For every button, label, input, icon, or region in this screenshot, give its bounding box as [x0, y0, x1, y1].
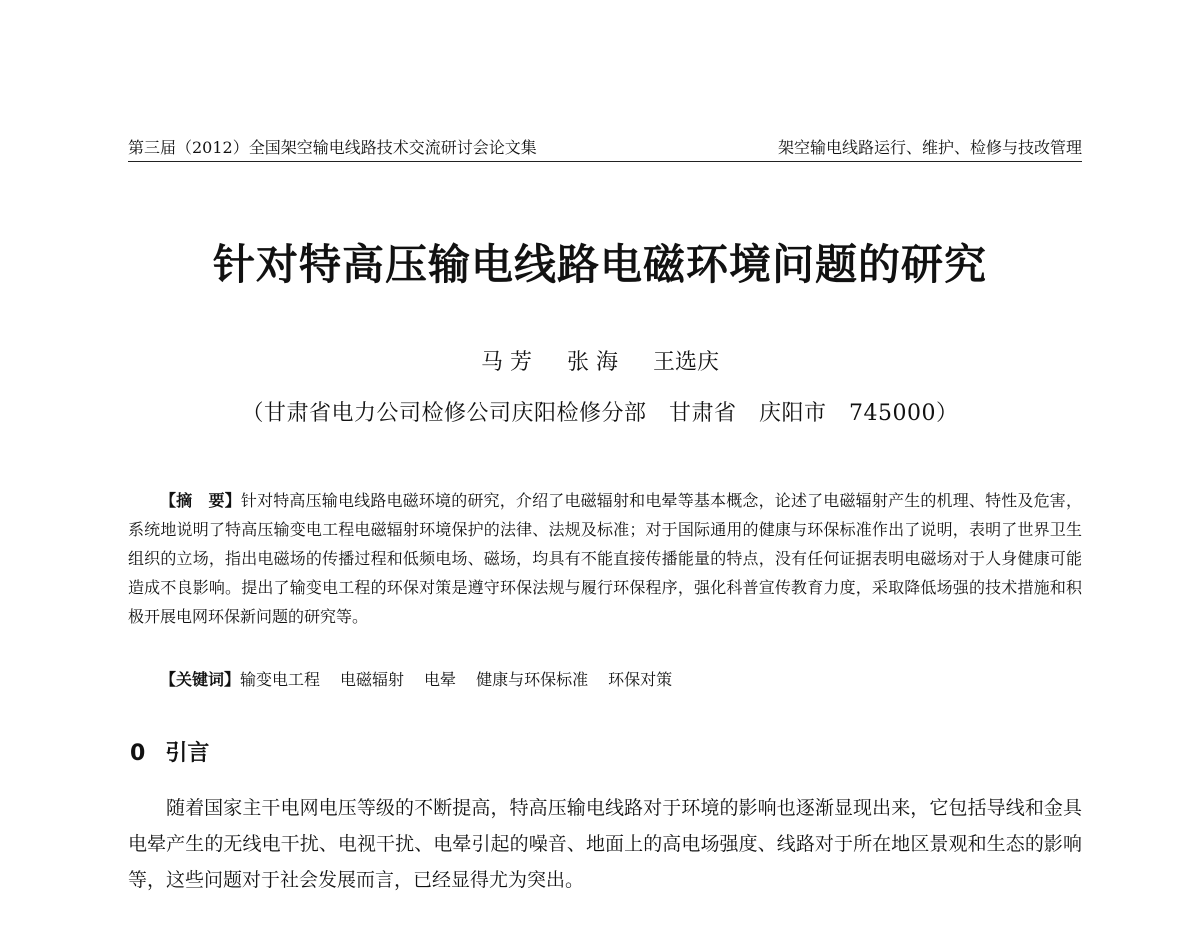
- running-header-left: 第三届（2012）全国架空输电线路技术交流研讨会论文集: [128, 138, 537, 157]
- abstract: [128, 486, 1082, 631]
- authors: [0, 345, 1200, 376]
- keyword-4: 健康与环保标准: [476, 670, 589, 689]
- section-number: 0: [130, 741, 146, 766]
- keywords-label: 【关键词】: [160, 670, 241, 689]
- running-header-right: 架空输电线路运行、维护、检修与技改管理: [777, 138, 1082, 157]
- author-1: 马 芳: [480, 350, 532, 375]
- author-2: 张 海: [566, 350, 618, 375]
- abstract-text: 针对特高压输电线路电磁环境的研究，介绍了电磁辐射和电晕等基本概念，论述了电磁辐射产生的机理、特性及危害，系统地说明了特高压输变电工程电磁辐射环境保护的法律、法规及标准；对于国际通用的健康与环保标准作出了说明，表明了世界卫生组织的立场，指出电磁场的传播过程和低频电场、磁场，均具有不能直接传播能量的特点，没有任何证据表明电磁场对于人身健康可能造成不良影响。提出了输变电工程的环保对策是遵守环保法规与履行环保程序，强化科普宣传教育力度，采取降低场强的技术措施和积极开展电网环保新问题的研究等。: [128, 491, 1082, 626]
- section-heading: [130, 736, 209, 767]
- affiliation: （甘肃省电力公司检修公司庆阳检修分部 甘肃省 庆阳市 745000）: [241, 401, 959, 426]
- paper-title: 针对特高压输电线路电磁环境问题的研究: [212, 240, 987, 289]
- section-title: 引言: [165, 741, 210, 766]
- keyword-3: 电晕: [424, 670, 457, 689]
- abstract-label: 【摘 要】: [160, 491, 241, 510]
- keyword-1: 输变电工程: [240, 670, 321, 689]
- running-header: [128, 128, 1082, 162]
- keywords: [160, 665, 1082, 694]
- author-3: 王选庆: [652, 350, 719, 375]
- body-paragraph: 随着国家主干电网电压等级的不断提高，特高压输电线路对于环境的影响也逐渐显现出来，它包括导线和金具电晕产生的无线电干扰、电视干扰、电晕引起的噪音、地面上的高电场强度、线路对于所在地区景观和生态的影响等，这些问题对于社会发展而言，已经显得尤为突出。: [128, 797, 1082, 891]
- keyword-5: 环保对策: [608, 670, 673, 689]
- keyword-2: 电磁辐射: [340, 670, 405, 689]
